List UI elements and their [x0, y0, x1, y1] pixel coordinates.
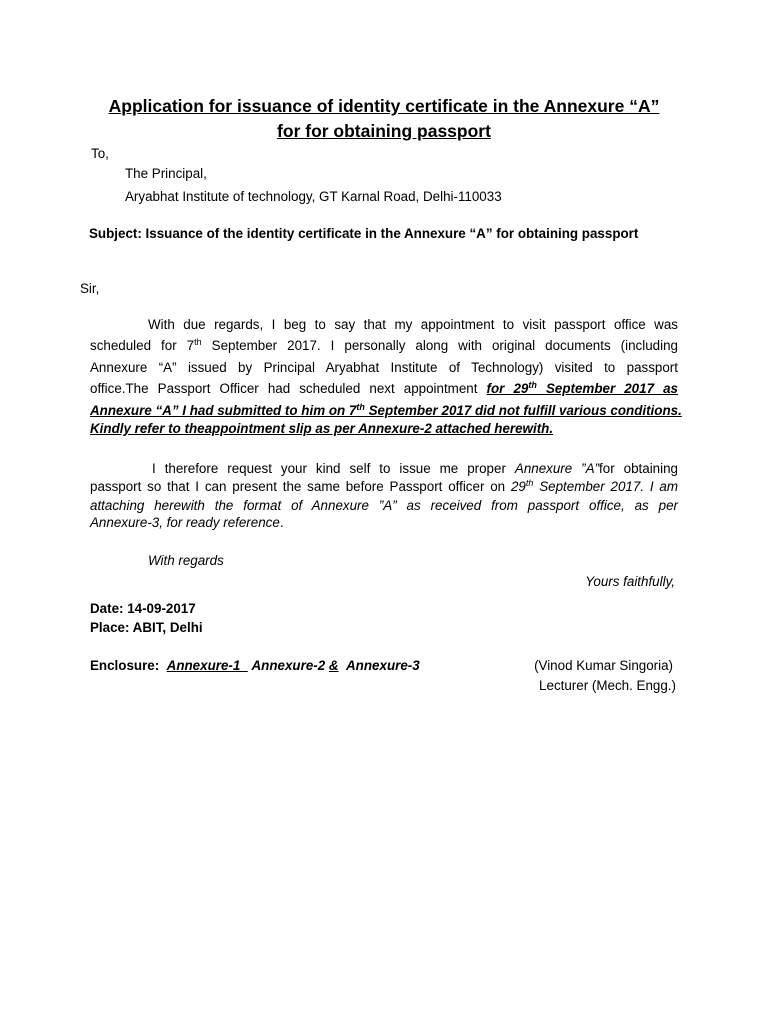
enclosure-line [90, 658, 420, 673]
with-regards: With regards [148, 553, 224, 568]
para1-text: scheduled for 7 [90, 338, 195, 353]
para1-line-3: Annexure “A” issued by Principal Aryabhat Institute of Technology) visited to passport [90, 360, 678, 375]
para1-emphasis-text: September 2017 did not fulfill various conditions. [364, 403, 682, 418]
para2-italic-text: 29 [510, 479, 526, 494]
ordinal-sup: th [525, 478, 534, 488]
para1-emphasis-text: September 2017 as [536, 381, 678, 396]
para1-emphasis-text: Annexure “A” I had submitted to him on 7 [90, 403, 357, 418]
para1-emphasis [487, 381, 678, 396]
enclosure-ampersand: & [328, 658, 339, 673]
signatory-name: (Vinod Kumar Singoria) [534, 658, 673, 673]
para1-line-1: With due regards, I beg to say that my appointment to visit passport office was [148, 317, 678, 332]
para1-line-2 [90, 335, 678, 357]
ordinal-sup: th [356, 402, 365, 412]
para2-italic-text: September 2017 [533, 479, 641, 494]
para1-text: September 2017. I personally along with original documents (including [201, 338, 678, 353]
date: Date: 14-09-2017 [90, 601, 196, 616]
title-line-2: for for obtaining passport [277, 121, 491, 141]
para2-line-3: attaching herewith the format of Annexure ”A” as received from passport office, as per [90, 498, 678, 513]
para2-line-4 [90, 515, 284, 530]
para2-text: I therefore request your kind self to issue me proper [152, 461, 515, 476]
ordinal-sup: th [528, 380, 537, 390]
para2-italic [511, 479, 640, 494]
para2-italic: Annexure-3, for ready reference [90, 515, 280, 530]
enclosure-annexure-2: Annexure-2 [251, 658, 329, 673]
to-label: To, [91, 146, 109, 161]
enclosure-label: Enclosure: [90, 658, 160, 673]
para2-italic: . I am [640, 479, 678, 494]
para2-text: for obtaining [599, 461, 678, 476]
para1-emphasis-text: for 29 [486, 381, 529, 396]
ordinal-sup: th [194, 337, 202, 347]
para2-italic: Annexure ”A” [514, 461, 600, 476]
para1-text: office.The Passport Officer had scheduled next appointment [90, 381, 487, 396]
para1-line-5 [90, 400, 682, 422]
salutation: Sir, [80, 281, 100, 296]
enclosure-annexure-3: Annexure-3 [346, 658, 420, 673]
para2-text: . [279, 515, 284, 530]
institute-address: Aryabhat Institute of technology, GT Karnal Road, Delhi-110033 [125, 189, 502, 204]
para1-line-4 [90, 378, 678, 400]
title-line-1: Application for issuance of identity certificate in the Annexure “A” [108, 96, 660, 116]
para2-text: passport so that I can present the same before Passport officer on [90, 479, 511, 494]
recipient: The Principal, [125, 166, 207, 181]
signatory-designation: Lecturer (Mech. Engg.) [539, 678, 676, 693]
place: Place: ABIT, Delhi [90, 620, 203, 635]
para1-line-6: Kindly refer to theappointment slip as per Annexure-2 attached herewith. [90, 421, 554, 436]
subject-line: Subject: Issuance of the identity certificate in the Annexure “A” for obtaining passport [89, 226, 639, 241]
enclosure-annexure-1: Annexure-1 [166, 658, 248, 673]
yours-faithfully: Yours faithfully, [585, 574, 675, 589]
